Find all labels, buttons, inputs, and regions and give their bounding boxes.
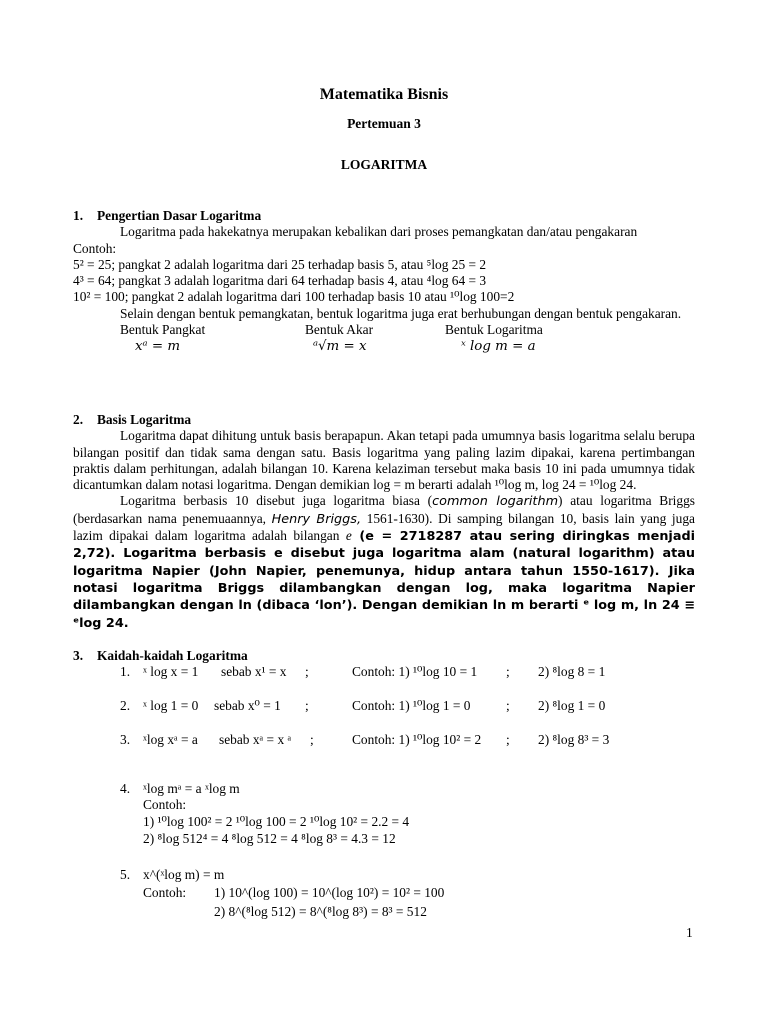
rule-number: 3. bbox=[120, 732, 131, 748]
example-line: 10² = 100; pangkat 2 adalah logaritma dari 100 terhadap basis 10 atau ¹⁰log 100=2 bbox=[73, 289, 515, 305]
rule-formula: ˣlog mᵃ = a ˣlog m bbox=[143, 781, 240, 797]
rule-formula: ˣ log 1 = 0 bbox=[143, 698, 199, 714]
separator: ; bbox=[506, 664, 510, 680]
rule-formula: x^(ˣlog m) = m bbox=[143, 867, 225, 883]
topic-heading: LOGARITMA bbox=[340, 157, 428, 172]
session-subtitle: Pertemuan 3 bbox=[347, 116, 421, 131]
form-expression: ᵃ√m = x bbox=[313, 339, 367, 355]
rule-number: 1. bbox=[120, 664, 131, 680]
form-label: Bentuk Akar bbox=[305, 322, 374, 338]
text-run: Henry Briggs, bbox=[271, 511, 362, 527]
paragraph bbox=[73, 493, 695, 631]
rule-example: Contoh: 1) ¹⁰log 1 = 0 bbox=[352, 698, 471, 714]
rule-example: 2) ⁸log 8³ = 3 bbox=[538, 732, 610, 748]
form-label: Bentuk Logaritma bbox=[445, 322, 543, 338]
section-1-heading bbox=[73, 208, 695, 224]
rule-example: Contoh: 1) ¹⁰log 10 = 1 bbox=[352, 664, 478, 680]
rule-number: 5. bbox=[120, 867, 131, 883]
rule-example: 2) ⁸log 512⁴ = 4 ⁸log 512 = 4 ⁸log 8³ = 4.3 = 12 bbox=[143, 831, 396, 847]
rule-reason: sebab x¹ = x bbox=[221, 664, 287, 680]
text-run: 1561-1630). Di samping bilangan 10, basis lain yang juga lazim dipakai dalam logaritma adalah bilangan bbox=[73, 510, 695, 544]
rule-example: 1) 10^(log 100) = 10^(log 10²) = 10² = 100 bbox=[214, 885, 445, 901]
section-3-heading bbox=[73, 648, 695, 664]
separator: ; bbox=[310, 732, 314, 748]
text-run: Logaritma berbasis e disebut juga logaritma alam (natural logarithm) atau logaritma Napier (John Napier, penemunya, hidup antara tahun 1550-1617). Jika notasi logaritma Briggs dilambangkan dengan log, maka logaritma Napier dilambangkan dengan ln (dibaca ‘lon’). Dengan demikian ln m berarti ᵉ log m, ln 24 ≡ ᵉlog 24. bbox=[73, 546, 695, 631]
text-run: common logarithm bbox=[432, 494, 559, 510]
paragraph: Logaritma pada hakekatnya merupakan kebalikan dari proses pemangkatan dan/atau pengakaran bbox=[120, 224, 638, 240]
rules-list bbox=[73, 664, 695, 920]
separator: ; bbox=[305, 664, 309, 680]
text-run: Logaritma berbasis 10 disebut juga logaritma biasa ( bbox=[120, 493, 433, 509]
document-title: Matematika Bisnis bbox=[319, 86, 449, 103]
text-run: ) atau logaritma Briggs (berdasarkan nama penemuaannya, bbox=[73, 493, 695, 526]
rule-reason: sebab x⁰ = 1 bbox=[214, 698, 281, 714]
separator: ; bbox=[506, 732, 510, 748]
form-label: Bentuk Pangkat bbox=[120, 322, 206, 338]
text-run: (e = 2718287 atau sering diringkas menjadi 2,72). bbox=[73, 529, 695, 562]
paragraph: Selain dengan bentuk pemangkatan, bentuk logaritma juga erat berhubungan dengan bentuk pengakaran. bbox=[120, 305, 682, 321]
section-title: Kaidah-kaidah Logaritma bbox=[97, 648, 248, 663]
rule-example: 2) 8^(⁸log 512) = 8^(⁸log 8³) = 8³ = 512 bbox=[214, 904, 427, 920]
separator: ; bbox=[305, 698, 309, 714]
rule-formula: ˣ log x = 1 bbox=[143, 664, 199, 680]
rule-formula: ˣlog xᵃ = a bbox=[143, 732, 198, 748]
rule-reason: sebab xᵃ = x ᵃ bbox=[219, 732, 292, 748]
page-number: 1 bbox=[686, 925, 693, 940]
separator: ; bbox=[506, 698, 510, 714]
section-2-heading bbox=[73, 412, 695, 428]
text-run: e bbox=[345, 528, 352, 544]
form-expression: ˣ log m = a bbox=[461, 339, 536, 355]
section-title: Pengertian Dasar Logaritma bbox=[97, 208, 262, 223]
example-label: Contoh: bbox=[73, 240, 117, 256]
example-line: 5² = 25; pangkat 2 adalah logaritma dari 25 terhadap basis 5, atau ⁵log 25 = 2 bbox=[73, 256, 487, 272]
section-2 bbox=[73, 412, 695, 632]
section-3 bbox=[73, 648, 695, 920]
section-number: 1. bbox=[73, 208, 84, 223]
section-number: 2. bbox=[73, 412, 84, 427]
section-title: Basis Logaritma bbox=[97, 412, 192, 427]
rule-example: 2) ⁸log 8 = 1 bbox=[538, 664, 606, 680]
paragraph: Logaritma dapat dihitung untuk basis berapapun. Akan tetapi pada umumnya basis logaritma selalu berupa bilangan positif dan tidak sama dengan satu. Basis logaritma yang paling lazim dipakai, karena pertimbangan praktis dalam perhitungan, adalah bilangan 10. Karena kelaziman tersebut maka basis 10 ini pada umumnya tidak dicantumkan dalam notasi logaritma. Dengan demikian log = m berarti adalah ¹⁰log m, log 24 = ¹⁰log 24. bbox=[73, 428, 695, 493]
example-label: Contoh: bbox=[143, 797, 187, 813]
example-label: Contoh: bbox=[143, 885, 187, 901]
example-line: 4³ = 64; pangkat 3 adalah logaritma dari 64 terhadap basis 4, atau ⁴log 64 = 3 bbox=[73, 273, 487, 289]
rule-number: 4. bbox=[120, 781, 131, 797]
forms-table bbox=[73, 322, 695, 355]
section-number: 3. bbox=[73, 648, 84, 663]
rule-example: Contoh: 1) ¹⁰log 10² = 2 bbox=[352, 732, 482, 748]
section-1 bbox=[73, 208, 695, 355]
form-expression: xᵃ = m bbox=[135, 339, 181, 355]
rule-example: 2) ⁸log 1 = 0 bbox=[538, 698, 606, 714]
rule-example: 1) ¹⁰log 100² = 2 ¹⁰log 100 = 2 ¹⁰log 10² = 2.2 = 4 bbox=[143, 814, 410, 830]
rule-number: 2. bbox=[120, 698, 131, 714]
